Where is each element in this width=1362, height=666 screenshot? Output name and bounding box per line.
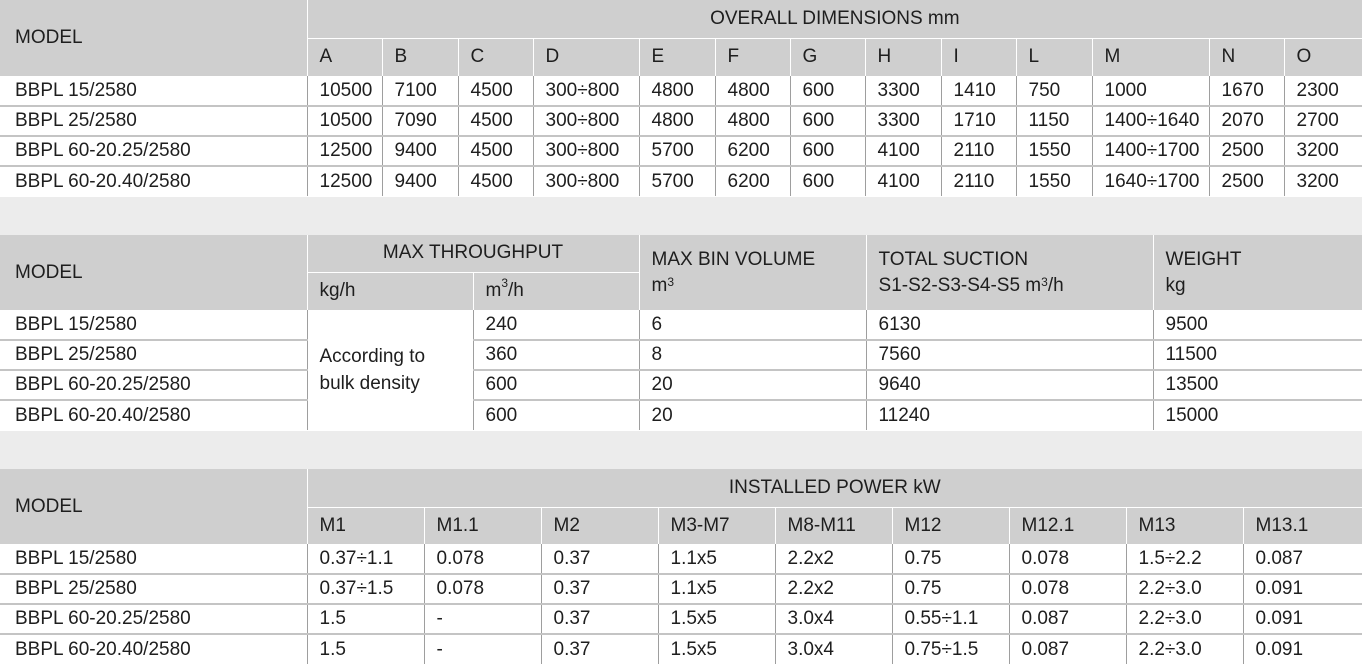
suction-cell: 6130 — [866, 310, 1153, 340]
weight-cell: 11500 — [1153, 340, 1362, 370]
dimension-cell: 6200 — [715, 166, 790, 196]
table-row — [0, 574, 1362, 604]
table-row — [0, 166, 1362, 196]
dimension-cell: 1400÷1700 — [1092, 136, 1209, 166]
dimension-cell: 1550 — [1016, 136, 1092, 166]
power-cell: 0.37 — [541, 574, 658, 604]
weight-cell: 13500 — [1153, 370, 1362, 400]
dimension-column-header-d: D — [533, 38, 639, 76]
dimension-column-header-b: B — [382, 38, 458, 76]
power-cell: 2.2x2 — [775, 544, 892, 574]
power-cell: 3.0x4 — [775, 604, 892, 634]
dimension-cell: 300÷800 — [533, 76, 639, 106]
bin-cell: 20 — [639, 400, 866, 430]
dimension-column-header-o: O — [1284, 38, 1362, 76]
section-separator — [0, 197, 1362, 235]
power-cell: 0.37 — [541, 544, 658, 574]
power-cell: 0.078 — [1009, 544, 1126, 574]
model-cell: BBPL 15/2580 — [0, 310, 307, 340]
model-cell: BBPL 15/2580 — [0, 76, 307, 106]
dimension-column-header-m: M — [1092, 38, 1209, 76]
model-header: MODEL — [0, 235, 307, 310]
dimension-cell: 1670 — [1209, 76, 1284, 106]
power-cell: 0.078 — [1009, 574, 1126, 604]
power-cell: 1.5÷2.2 — [1126, 544, 1243, 574]
power-column-header-m12-1: M12.1 — [1009, 507, 1126, 544]
dimension-cell: 4500 — [458, 166, 533, 196]
power-cell: 2.2x2 — [775, 574, 892, 604]
dimension-cell: 4800 — [639, 76, 715, 106]
power-column-header-m12: M12 — [892, 507, 1009, 544]
dimension-cell: 2500 — [1209, 166, 1284, 196]
power-cell: - — [424, 604, 541, 634]
dimension-cell: 2110 — [941, 166, 1016, 196]
suction-cell: 7560 — [866, 340, 1153, 370]
model-cell: BBPL 60-20.40/2580 — [0, 400, 307, 430]
dimension-cell: 600 — [790, 106, 865, 136]
installed-power-header: INSTALLED POWER kW — [307, 469, 1362, 507]
dimension-cell: 300÷800 — [533, 106, 639, 136]
bin-cell: 6 — [639, 310, 866, 340]
weight-cell: 15000 — [1153, 400, 1362, 430]
dimension-cell: 1000 — [1092, 76, 1209, 106]
dimension-cell: 5700 — [639, 136, 715, 166]
dimension-column-header-l: L — [1016, 38, 1092, 76]
dimension-cell: 2110 — [941, 136, 1016, 166]
dimension-cell: 600 — [790, 166, 865, 196]
m3h-cell: 600 — [473, 400, 639, 430]
dimension-column-header-n: N — [1209, 38, 1284, 76]
power-cell: 1.5 — [307, 634, 424, 664]
dimension-cell: 12500 — [307, 166, 382, 196]
table-row — [0, 604, 1362, 634]
power-cell: 1.5x5 — [658, 634, 775, 664]
table-row — [0, 370, 1362, 400]
power-cell: 0.55÷1.1 — [892, 604, 1009, 634]
power-column-header-m3-m7: M3-M7 — [658, 507, 775, 544]
max-bin-volume-header: MAX BIN VOLUME $m^3$ — [639, 235, 866, 310]
dimension-cell: 2300 — [1284, 76, 1362, 106]
power-cell: 1.1x5 — [658, 544, 775, 574]
m3h-cell: 360 — [473, 340, 639, 370]
dimension-cell: 3200 — [1284, 166, 1362, 196]
dimension-cell: 7100 — [382, 76, 458, 106]
weight-cell: 9500 — [1153, 310, 1362, 340]
model-cell: BBPL 60-20.40/2580 — [0, 634, 307, 664]
power-cell: 0.078 — [424, 544, 541, 574]
power-cell: 0.078 — [424, 574, 541, 604]
dimension-cell: 3300 — [865, 76, 941, 106]
dimension-cell: 300÷800 — [533, 136, 639, 166]
overall-dimensions-table — [0, 0, 1362, 196]
power-cell: 0.75 — [892, 574, 1009, 604]
model-header: MODEL — [0, 469, 307, 544]
throughput-kg-h-header: kg/h — [307, 272, 473, 310]
dimension-cell: 4100 — [865, 166, 941, 196]
dimension-cell: 600 — [790, 136, 865, 166]
dimension-cell: 4500 — [458, 76, 533, 106]
power-cell: 0.087 — [1009, 634, 1126, 664]
table-row — [0, 76, 1362, 106]
table-row — [0, 544, 1362, 574]
throughput-kg-h-note — [307, 310, 473, 430]
power-cell: 0.75 — [892, 544, 1009, 574]
model-cell: BBPL 60-20.40/2580 — [0, 166, 307, 196]
dimension-cell: 9400 — [382, 136, 458, 166]
power-column-header-m13: M13 — [1126, 507, 1243, 544]
power-cell: 1.5x5 — [658, 604, 775, 634]
m3h-cell: 240 — [473, 310, 639, 340]
dimension-cell: 750 — [1016, 76, 1092, 106]
dimension-cell: 12500 — [307, 136, 382, 166]
table-row — [0, 340, 1362, 370]
dimension-cell: 1150 — [1016, 106, 1092, 136]
dimension-cell: 10500 — [307, 106, 382, 136]
power-cell: 0.37÷1.1 — [307, 544, 424, 574]
power-cell: 0.37 — [541, 634, 658, 664]
model-cell: BBPL 25/2580 — [0, 574, 307, 604]
power-cell: 2.2÷3.0 — [1126, 574, 1243, 604]
dimension-cell: 4800 — [715, 76, 790, 106]
power-cell: 1.1x5 — [658, 574, 775, 604]
total-suction-header: TOTAL SUCTION S1-S2-S3-S4-S5 $m^3/h$ — [866, 235, 1153, 310]
table-row — [0, 400, 1362, 430]
power-cell: 1.5 — [307, 604, 424, 634]
table-row — [0, 310, 1362, 340]
weight-header: WEIGHT kg — [1153, 235, 1362, 310]
power-cell: 0.37 — [541, 604, 658, 634]
dimension-cell: 600 — [790, 76, 865, 106]
model-cell: BBPL 25/2580 — [0, 340, 307, 370]
dimension-cell: 4500 — [458, 136, 533, 166]
power-column-header-m1: M1 — [307, 507, 424, 544]
power-cell: 0.087 — [1243, 544, 1362, 574]
power-cell: 0.37÷1.5 — [307, 574, 424, 604]
throughput-m3-h-header: $m^3/h$ — [473, 272, 639, 310]
power-cell: 0.75÷1.5 — [892, 634, 1009, 664]
power-cell: 2.2÷3.0 — [1126, 604, 1243, 634]
overall-dimensions-header: OVERALL DIMENSIONS mm — [307, 0, 1362, 38]
dimension-cell: 2070 — [1209, 106, 1284, 136]
dimension-cell: 7090 — [382, 106, 458, 136]
dimension-cell: 4100 — [865, 136, 941, 166]
power-cell: 0.091 — [1243, 634, 1362, 664]
power-column-header-m13-1: M13.1 — [1243, 507, 1362, 544]
power-column-header-m1-1: M1.1 — [424, 507, 541, 544]
dimension-cell: 6200 — [715, 136, 790, 166]
model-cell: BBPL 60-20.25/2580 — [0, 604, 307, 634]
dimension-cell: 4800 — [715, 106, 790, 136]
dimension-column-header-f: F — [715, 38, 790, 76]
dimension-column-header-a: A — [307, 38, 382, 76]
suction-cell: 11240 — [866, 400, 1153, 430]
dimension-cell: 2700 — [1284, 106, 1362, 136]
model-header: MODEL — [0, 0, 307, 76]
table-row — [0, 136, 1362, 166]
dimension-column-header-h: H — [865, 38, 941, 76]
dimension-cell: 1710 — [941, 106, 1016, 136]
power-column-header-m2: M2 — [541, 507, 658, 544]
dimension-column-header-i: I — [941, 38, 1016, 76]
dimension-cell: 300÷800 — [533, 166, 639, 196]
dimension-cell: 1550 — [1016, 166, 1092, 196]
power-cell: - — [424, 634, 541, 664]
dimension-cell: 4800 — [639, 106, 715, 136]
power-cell: 3.0x4 — [775, 634, 892, 664]
suction-cell: 9640 — [866, 370, 1153, 400]
note-line: bulk density — [319, 373, 420, 394]
model-cell: BBPL 60-20.25/2580 — [0, 370, 307, 400]
dimension-cell: 1640÷1700 — [1092, 166, 1209, 196]
dimension-column-header-g: G — [790, 38, 865, 76]
dimension-cell: 10500 — [307, 76, 382, 106]
power-cell: 0.091 — [1243, 574, 1362, 604]
bin-cell: 20 — [639, 370, 866, 400]
dimension-column-header-e: E — [639, 38, 715, 76]
installed-power-table — [0, 469, 1362, 664]
max-throughput-header: MAX THROUGHPUT — [307, 235, 639, 272]
model-cell: BBPL 25/2580 — [0, 106, 307, 136]
power-column-header-m8-m11: M8-M11 — [775, 507, 892, 544]
dimension-cell: 5700 — [639, 166, 715, 196]
dimension-cell: 1410 — [941, 76, 1016, 106]
dimension-cell: 2500 — [1209, 136, 1284, 166]
model-cell: BBPL 60-20.25/2580 — [0, 136, 307, 166]
dimension-column-header-c: C — [458, 38, 533, 76]
table-row — [0, 634, 1362, 664]
table-row — [0, 106, 1362, 136]
dimension-cell: 4500 — [458, 106, 533, 136]
model-cell: BBPL 15/2580 — [0, 544, 307, 574]
dimension-cell: 9400 — [382, 166, 458, 196]
section-separator — [0, 431, 1362, 469]
note-line: According to — [319, 346, 426, 367]
power-cell: 0.091 — [1243, 604, 1362, 634]
power-cell: 0.087 — [1009, 604, 1126, 634]
dimension-cell: 1400÷1640 — [1092, 106, 1209, 136]
bin-cell: 8 — [639, 340, 866, 370]
capacity-table — [0, 235, 1362, 430]
power-cell: 2.2÷3.0 — [1126, 634, 1243, 664]
dimension-cell: 3200 — [1284, 136, 1362, 166]
dimension-cell: 3300 — [865, 106, 941, 136]
m3h-cell: 600 — [473, 370, 639, 400]
